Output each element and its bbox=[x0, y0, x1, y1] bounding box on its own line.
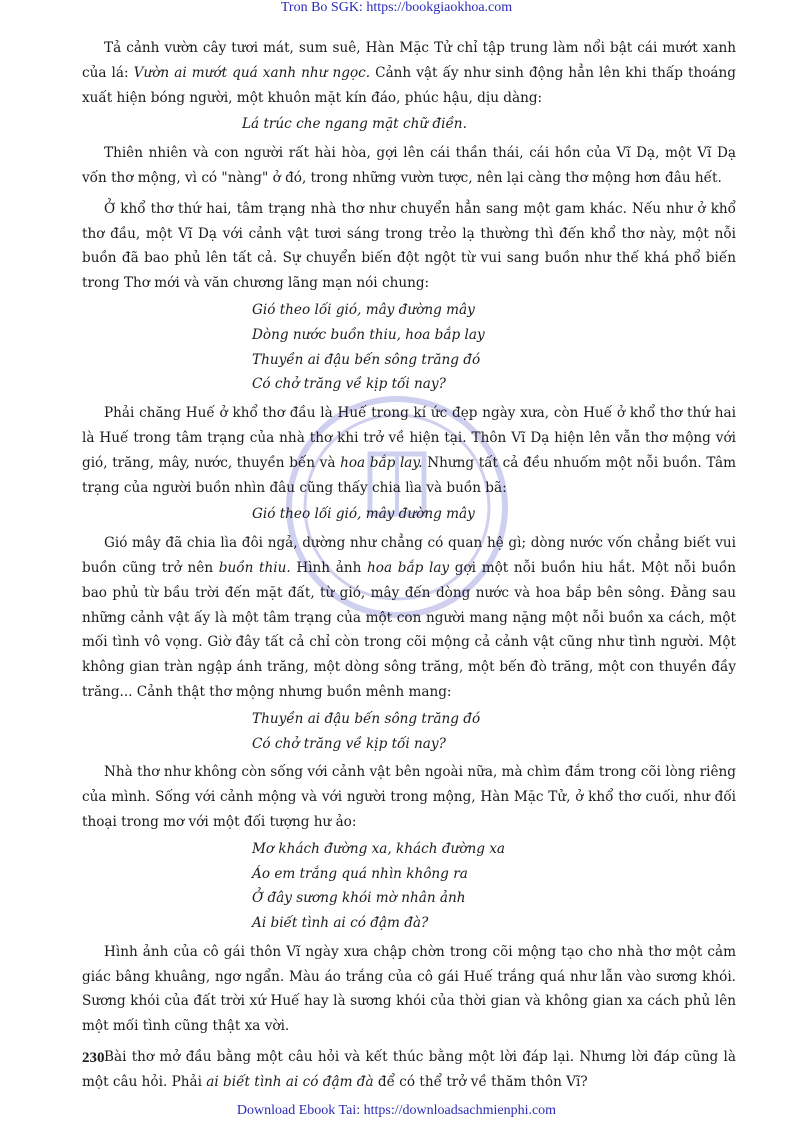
verse-line: Thuyền ai đậu bến sông trăng đó bbox=[252, 351, 481, 368]
paragraph: Bài thơ mở đầu bằng một câu hỏi và kết thúc bằng một lời đáp lại. Nhưng lời đáp cũng là một câu hỏi. Phải ai biết tình ai có đậm đà để có thể trở về thăm thôn Vĩ? bbox=[82, 1049, 736, 1090]
paragraph: Thiên nhiên và con người rất hài hòa, gợi lên cái thần thái, cái hồn của Vĩ Dạ, một Vĩ Dạ vốn thơ mộng, vì có "nàng" ở đó, trong những vườn tược, nên lại càng thơ mộng hơn đâu hết. bbox=[82, 145, 736, 186]
verse-block bbox=[82, 298, 736, 397]
verse-line: Dòng nước buồn thiu, hoa bắp lay bbox=[252, 326, 485, 343]
verse-line: Ai biết tình ai có đậm đà? bbox=[252, 915, 429, 932]
verse-line: Có chở trăng về kịp tối nay? bbox=[252, 735, 446, 752]
verse-block bbox=[82, 502, 736, 527]
verse-line: Mơ khách đường xa, khách đường xa bbox=[252, 840, 506, 857]
verse-block bbox=[82, 707, 736, 757]
paragraph: Phải chăng Huế ở khổ thơ đầu là Huế trong kí ức đẹp ngày xưa, còn Huế ở khổ thơ thứ hai là Huế trong tâm trạng của nhà thơ khi trở về hiện tại. Thôn Vĩ Dạ hiện lên vẫn thơ mộng với gió, trăng, mây, nước, thuyền bến và hoa bắp lay. Nhưng tất cả đều nhuốm một nỗi buồn. Tâm trạng của người buồn nhìn đâu cũng thấy chia lìa và buồn bã: bbox=[82, 405, 737, 496]
paragraph: Tả cảnh vườn cây tươi mát, sum suê, Hàn Mặc Tử chỉ tập trung làm nổi bật cái mướt xanh của lá: Vườn ai mướt quá xanh như ngọc. Cảnh vật ấy như sinh động hẳn lên khi thấp thoáng xuất hiện bóng người, một khuôn mặt kín đáo, phúc hậu, dịu dàng: bbox=[82, 40, 736, 106]
verse-line: Lá trúc che ngang mặt chữ điền. bbox=[242, 116, 467, 133]
header-source-link[interactable]: Tron Bo SGK: https://bookgiaokhoa.com bbox=[280, 0, 513, 15]
verse-line: Gió theo lối gió, mây đường mây bbox=[252, 301, 475, 318]
page-number: 230 bbox=[82, 1050, 105, 1066]
verse-line: Gió theo lối gió, mây đường mây bbox=[252, 506, 475, 523]
page-content bbox=[82, 36, 736, 1101]
verse-line: Áo em trắng quá nhìn không ra bbox=[252, 865, 468, 882]
verse-block bbox=[82, 112, 736, 137]
verse-block bbox=[82, 837, 736, 936]
footer-download-link[interactable]: Download Ebook Tai: https://downloadsachmienphi.com bbox=[236, 1103, 557, 1118]
paragraph: Nhà thơ như không còn sống với cảnh vật bên ngoài nữa, mà chìm đắm trong cõi lòng riêng của mình. Sống với cảnh mộng và với người trong mộng, Hàn Mặc Tử, ở khổ thơ cuối, như đối thoại trong mơ với một đối tượng hư ảo: bbox=[82, 764, 736, 830]
verse-line: Thuyền ai đậu bến sông trăng đó bbox=[252, 710, 481, 727]
verse-line: Có chở trăng về kịp tối nay? bbox=[252, 376, 446, 393]
paragraph: Gió mây đã chia lìa đôi ngả, dường như chẳng có quan hệ gì; dòng nước vốn chẳng biết vui buồn cũng trở nên buồn thiu. Hình ảnh hoa bắp lay gợi một nỗi buồn hiu hắt. Một nỗi buồn bao phủ từ bầu trời đến mặt đất, từ gió, mây đến dòng nước và hoa bắp bên sông. Đằng sau những cảnh vật ấy là một tâm trạng của một con người mang nặng một nỗi buồn xa cách, một mối tình vô vọng. Giờ đây tất cả chỉ còn trong cõi mộng cả cảnh vật cũng như tình người. Một không gian tràn ngập ánh trăng, một dòng sông trăng, một bến đò trăng, một con thuyền đầy trăng... Cảnh thật thơ mộng nhưng buồn mênh mang: bbox=[82, 535, 737, 700]
verse-line: Ở đây sương khói mờ nhân ảnh bbox=[252, 890, 466, 907]
paragraph: Hình ảnh của cô gái thôn Vĩ ngày xưa chập chờn trong cõi mộng tạo cho nhà thơ một cảm giác bâng khuâng, ngơ ngẩn. Màu áo trắng của cô gái Huế trắng quá như lẫn vào sương khói. Sương khói của đất trời xứ Huế hay là sương khói của thời gian và không gian xa cách phủ lên một mối tình cũng thật xa vời. bbox=[82, 943, 736, 1035]
paragraph: Ở khổ thơ thứ hai, tâm trạng nhà thơ như chuyển hẳn sang một gam khác. Nếu như ở khổ thơ đầu, một Vĩ Dạ với cảnh vật tươi sáng trong trẻo lạ thường thì đến khổ thơ này, một nỗi buồn đã bao phủ lên tất cả. Sự chuyển biến đột ngột từ vui sang buồn như thế khá phổ biến trong Thơ mới và văn chương lãng mạn nói chung: bbox=[82, 200, 736, 292]
